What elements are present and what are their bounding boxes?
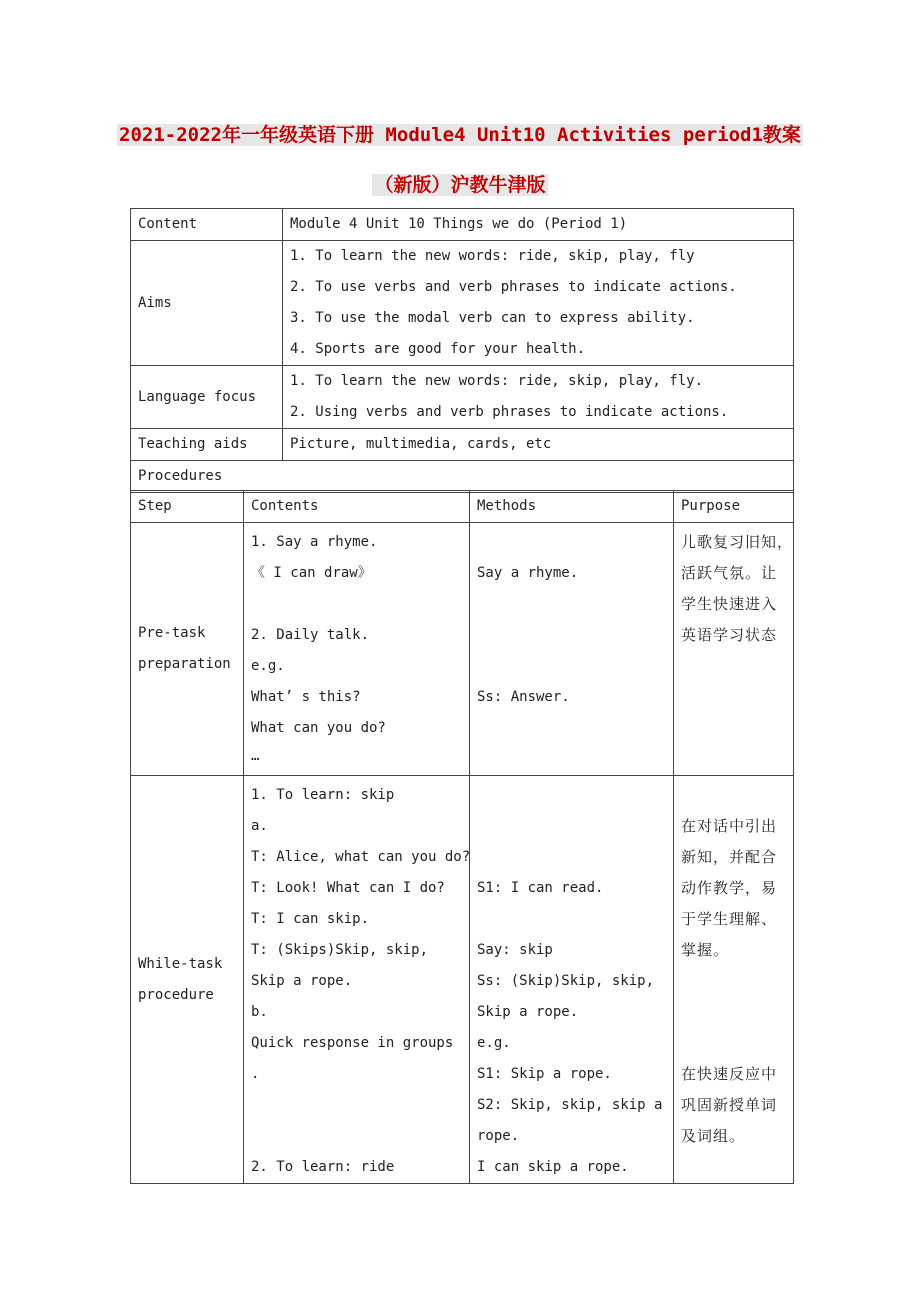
purpose-line: 活跃气氛。让	[681, 564, 778, 582]
purpose-line: 儿歌复习旧知，	[681, 533, 794, 551]
header-methods: Methods	[470, 491, 674, 523]
content-label: Content	[131, 209, 283, 241]
content-line: T: (Skips)Skip, skip,	[251, 942, 429, 958]
content-line: e.g.	[251, 658, 285, 674]
purpose-line: 新知，并配合	[681, 848, 778, 866]
content-line: What’ s this?	[251, 689, 361, 705]
pre-task-contents	[244, 523, 470, 776]
content-value: Module 4 Unit 10 Things we do (Period 1)	[283, 209, 794, 241]
step-line: preparation	[138, 656, 231, 672]
purpose-line: 掌握。	[681, 941, 730, 959]
method-line: S1: Skip a rope.	[477, 1066, 612, 1082]
method-line	[477, 780, 666, 811]
content-row	[131, 209, 794, 241]
while-task-methods	[470, 776, 674, 1184]
method-line: Say a rhyme.	[477, 565, 579, 581]
method-line: I can skip a rope.	[477, 1159, 629, 1175]
aim-item: 2. To use verbs and verb phrases to indicate actions.	[290, 279, 737, 295]
aims-label: Aims	[131, 241, 283, 366]
content-line: 1. Say a rhyme.	[251, 534, 378, 550]
method-line: S1: I can read.	[477, 880, 604, 896]
document-title-line-2: （新版）沪教牛津版	[374, 174, 546, 196]
content-line: 2. To learn: ride	[251, 1159, 395, 1175]
purpose-line: 巩固新授单词	[681, 1096, 778, 1114]
step-line: procedure	[138, 986, 214, 1003]
purpose-line: 在快速反应中	[681, 1065, 778, 1083]
method-line: e.g.	[477, 1035, 511, 1051]
language-focus-list	[283, 366, 794, 429]
method-line	[477, 589, 666, 620]
method-line: S2: Skip, skip, skip a	[477, 1097, 663, 1113]
content-line: b.	[251, 1004, 268, 1020]
content-line	[251, 1121, 462, 1152]
aims-row	[131, 241, 794, 366]
while-task-purpose	[674, 776, 794, 1184]
method-line	[477, 811, 666, 842]
aim-item: 1. To learn the new words: ride, skip, play, fly	[290, 248, 695, 264]
procedures-header-row	[131, 491, 794, 523]
content-line: 2. Daily talk.	[251, 627, 370, 643]
focus-item: 1. To learn the new words: ride, skip, play, fly.	[290, 373, 704, 389]
content-line: Skip a rope.	[251, 973, 353, 989]
pre-task-methods	[470, 523, 674, 776]
purpose-line: 学生快速进入	[681, 595, 778, 613]
purpose-line	[681, 780, 786, 811]
teaching-aids-row	[131, 429, 794, 461]
content-line: …	[251, 748, 260, 764]
purpose-line: 及词组。	[681, 1127, 746, 1145]
content-line: T: Look! What can I do?	[251, 880, 445, 896]
while-task-contents	[244, 776, 470, 1184]
pre-task-step	[131, 523, 244, 776]
header-contents: Contents	[244, 491, 470, 523]
procedures-label: Procedures	[131, 461, 794, 493]
header-purpose: Purpose	[674, 491, 794, 523]
purpose-line: 于学生理解、	[681, 910, 778, 928]
content-line: 1. To learn: skip	[251, 787, 395, 803]
content-line: a.	[251, 818, 268, 834]
language-focus-label: Language focus	[131, 366, 283, 429]
content-line: Quick response in groups	[251, 1035, 454, 1051]
purpose-line	[681, 966, 786, 997]
while-task-step	[131, 776, 244, 1184]
purpose-line	[681, 1152, 786, 1183]
lesson-info-table	[130, 208, 794, 493]
method-line	[477, 842, 666, 873]
content-line	[251, 589, 462, 620]
method-line: Ss: Answer.	[477, 689, 570, 705]
aim-item: 3. To use the modal verb can to express ability.	[290, 310, 695, 326]
pre-task-purpose	[674, 523, 794, 776]
purpose-line	[681, 997, 786, 1028]
method-line	[477, 744, 666, 775]
while-task-row	[131, 776, 794, 1184]
purpose-line: 动作教学，易	[681, 879, 778, 897]
purpose-line: 在对话中引出	[681, 817, 778, 835]
aims-list	[283, 241, 794, 366]
procedures-row	[131, 461, 794, 493]
focus-item: 2. Using verbs and verb phrases to indicate actions.	[290, 404, 729, 420]
purpose-line	[681, 1028, 786, 1059]
teaching-aids-value: Picture, multimedia, cards, etc	[283, 429, 794, 461]
teaching-aids-label: Teaching aids	[131, 429, 283, 461]
method-line: Skip a rope.	[477, 1004, 579, 1020]
content-line: T: Alice, what can you do?	[251, 849, 471, 865]
procedures-table	[130, 490, 794, 1184]
method-line: Say: skip	[477, 942, 553, 958]
content-line	[251, 1090, 462, 1121]
header-step: Step	[131, 491, 244, 523]
method-line	[477, 527, 666, 558]
content-line: What can you do?	[251, 720, 386, 736]
content-line: .	[251, 1066, 260, 1082]
method-line	[477, 651, 666, 682]
purpose-line: 英语学习状态	[681, 626, 778, 644]
method-line	[477, 713, 666, 744]
pre-task-row	[131, 523, 794, 776]
aim-item: 4. Sports are good for your health.	[290, 341, 586, 357]
document-title-line-1: 2021-2022年一年级英语下册 Module4 Unit10 Activities period1教案	[119, 124, 801, 146]
content-line: 《 I can draw》	[251, 565, 372, 581]
step-line: While-task	[138, 955, 223, 972]
method-line	[477, 904, 666, 935]
step-line: Pre-task	[138, 625, 206, 641]
language-focus-row	[131, 366, 794, 429]
method-line	[477, 620, 666, 651]
content-line: T: I can skip.	[251, 911, 370, 927]
method-line: rope.	[477, 1128, 520, 1144]
method-line: Ss: (Skip)Skip, skip,	[477, 973, 655, 989]
